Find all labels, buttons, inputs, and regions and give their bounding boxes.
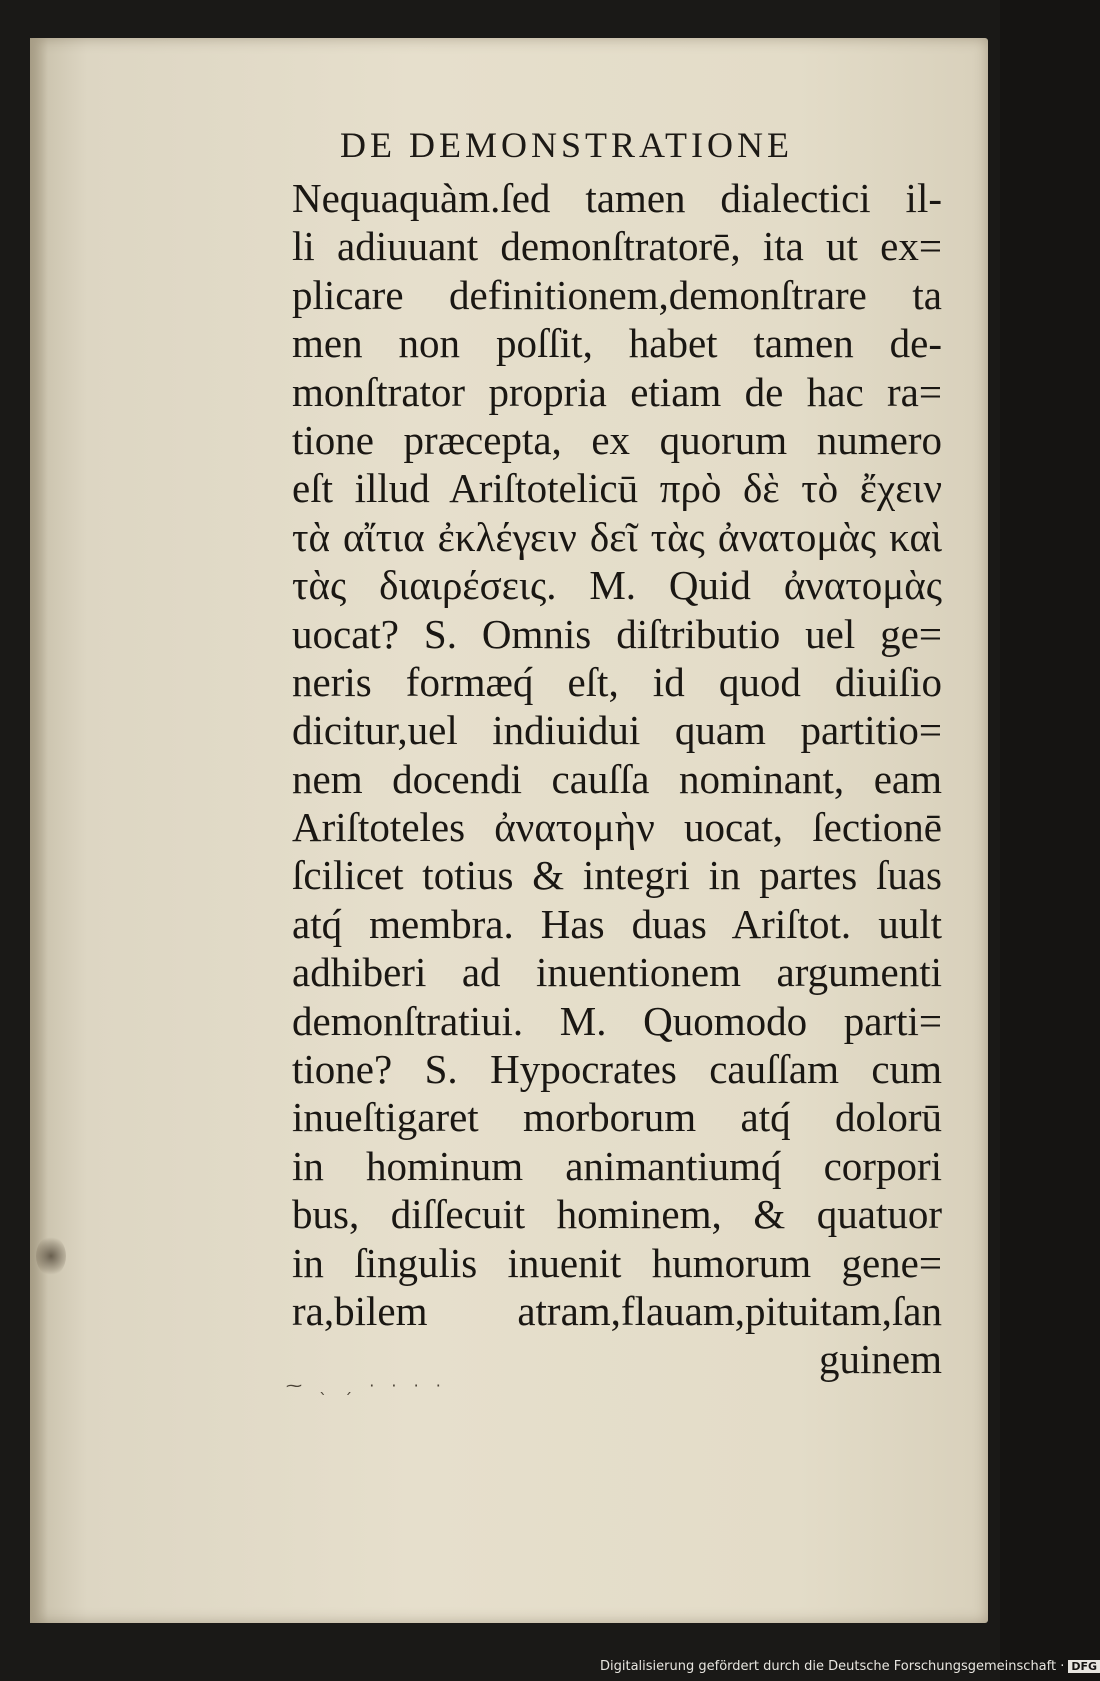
text-line: men non poſſit, habet tamen de- (292, 320, 942, 367)
text-line: in hominum animantiumq́ corpori (292, 1142, 942, 1189)
text-line: eſt illud Ariſtotelicū πρὸ δὲ τὸ ἔχειν (292, 465, 942, 512)
text-line: tione? S. Hypocrates cauſſam cum (292, 1046, 942, 1093)
text-line: neris formæq́ eſt, id quod diuiſio (292, 658, 942, 705)
text-line: in ſingulis inuenit humorum gene= (292, 1239, 942, 1286)
text-line-greek: τὰ αἴτια ἐκλέγειν δεῖ τὰς ἀνατομὰς καὶ (292, 513, 942, 560)
running-head: DE DEMONSTRATIONE (340, 125, 793, 165)
signature-marks: ⁓ ˎ ˏ · · · · (286, 1376, 447, 1395)
text-line: τὰς διαιρέσεις. M. Quid ἀνατομὰς (292, 562, 942, 609)
footer-text: Digitalisierung gefördert durch die Deutsche Forschungsgemeinschaft · (600, 1659, 1065, 1674)
text-line: bus, diſſecuit hominem, & quatuor (292, 1191, 942, 1238)
text-line: uocat? S. Omnis diſtributio uel ge= (292, 610, 942, 657)
text-line: atq́ membra. Has duas Ariſtot. uult (292, 900, 942, 947)
text-line: dicitur,uel indiuidui quam partitio= (292, 707, 942, 754)
text-line: adhiberi ad inuentionem argumenti (292, 949, 942, 996)
text-line: Ariſtoteles ἀνατομὴν uocat, ſectionē (292, 804, 942, 851)
text-line: ſcilicet totius & integri in partes ſuas (292, 852, 942, 899)
text-line: demonſtratiui. M. Quomodo parti= (292, 997, 942, 1044)
text-block (292, 174, 942, 1384)
text-line: inueſtigaret morborum atq́ dolorū (292, 1094, 942, 1141)
catchword: guinem (819, 1336, 942, 1383)
dfg-logo: DFG (1068, 1660, 1100, 1673)
text-line: ra,bilem atram,flauam,pituitam,ſan (292, 1287, 942, 1334)
ink-stain (36, 1236, 66, 1276)
text-line: Nequaquàm.ſed tamen dialectici il- (292, 175, 942, 221)
text-line: li adiuuant demonſtratorē, ita ut ex= (292, 223, 942, 270)
text-line: nem docendi cauſſa nominant, eam (292, 755, 942, 802)
text-line: tione præcepta, ex quorum numero (292, 416, 942, 463)
page-gutter-shadow (30, 38, 48, 1623)
digitization-footer (600, 1659, 1098, 1679)
text-line: plicare definitionem,demonſtrare ta (292, 271, 942, 318)
text-line: monſtrator propria etiam de hac ra= (292, 368, 942, 415)
